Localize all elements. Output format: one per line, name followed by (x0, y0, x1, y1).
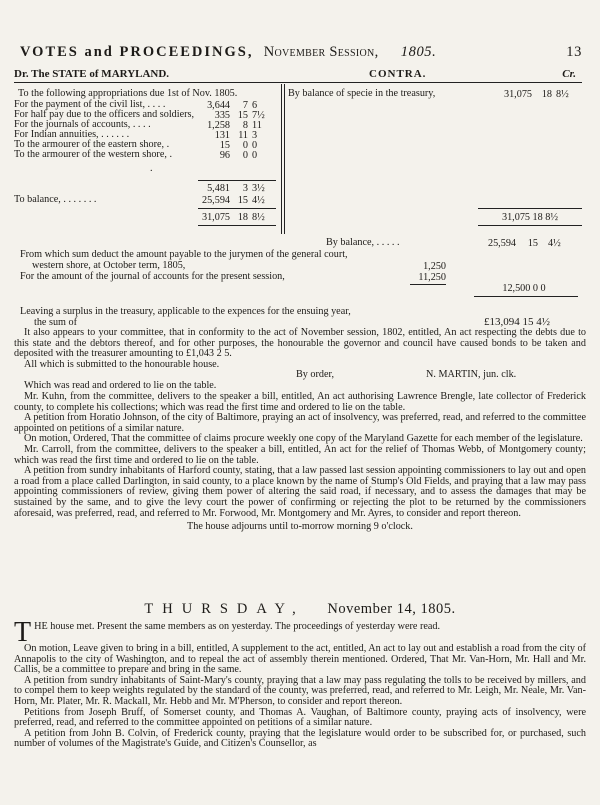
account-heading (14, 68, 580, 80)
debit-item-pence: 0 (252, 140, 258, 151)
deduction-amount: 11,250 (418, 272, 446, 283)
debit-item-pence: 6 (252, 100, 258, 111)
by-balance-pounds: 25,594 (487, 238, 516, 249)
debit-item-label: For half pay due to the officers and soldiers, (14, 109, 195, 120)
paragraph: Mr. Kuhn, from the committee, delivers to the speaker a bill, entitled, An act authorising Lawrence Brengle, late collector of Frederick county, to complete his collections; which was read the first time and ordered to lie on the table. (14, 390, 586, 413)
running-head (20, 44, 582, 61)
paragraph: Mr. Carroll, from the committee, delivers to the speaker a bill, entitled, An act for the relief of Thomas Webb, of Montgomery county; which was read the first time and ordered to lie on the table. (14, 443, 586, 466)
debit-item-label: For the journals of accounts, . . . . (14, 119, 151, 130)
debit-item-pence: 11 (252, 120, 262, 131)
day-heading-date: November 14, 1805. (327, 601, 456, 617)
by-balance-shillings: 15 (527, 238, 538, 249)
to-balance-pence: 4½ (252, 195, 265, 206)
debit-item-pence: 3 (252, 130, 258, 141)
paragraph: A petition from John B. Colvin, of Frederick county, praying that the legislature would order to be subscribed for, or purchased, such number of volumes of the Magistrate's Guide, and Citizen's Counsellor, as (14, 727, 586, 750)
paragraph: It also appears to your committee, that in conformity to the act of November session, 1802, entitled, An act respecting the debts due to this state and the debtors thereof, and for other purposes, the honourable the governor and council have caused bonds to be taken and deposited with the treasurer amounting to £1,043 2 5. (14, 327, 586, 360)
debit-item-shillings: 15 (237, 110, 248, 121)
deduction-line: From which sum deduct the amount payable to the jurymen of the general court, (20, 249, 348, 260)
to-balance-pounds: 25,594 (201, 195, 230, 206)
debit-item-pence: 7½ (252, 110, 265, 121)
paragraph: Petitions from Joseph Bruff, of Somerset county, and Thomas A. Vaughan, of Baltimore county, praying acts of insolvency, were preferred, read, and referred to the committee appointed on petitions of a similar nature. (14, 706, 586, 729)
credit-total-rule (478, 208, 582, 209)
paragraph: A petition from Horatio Johnson, of the city of Baltimore, praying an act of insolvency, was preferred, read, and referred to the committee appointed on petitions of a similar nature. (14, 412, 587, 434)
to-balance-shillings: 15 (237, 195, 248, 206)
total-rule (198, 208, 276, 209)
total-pounds: 31,075 (201, 212, 230, 223)
debit-item-pounds: 1,258 (207, 120, 230, 131)
surplus-amount: £13,094 15 4½ (484, 316, 550, 328)
deduction-line: For the amount of the journal of accounts for the present session, (20, 271, 285, 282)
debit-item-shillings: 0 (242, 150, 248, 161)
paragraph: All which is submitted to the honourable house. (24, 358, 220, 370)
total-under-rule (198, 225, 276, 226)
debit-item-label: To the armourer of the eastern shore, . (14, 139, 170, 150)
proceedings-text (14, 328, 586, 533)
debit-item-shillings: 11 (238, 130, 248, 141)
page-number: 13 (566, 44, 582, 60)
signature: N. MARTIN, jun. clk. (426, 369, 517, 381)
debit-item-pounds: 15 (219, 140, 230, 151)
debit-item-label: For Indian annuities, . . . . . . (14, 129, 130, 140)
total-pence: 8½ (252, 212, 265, 223)
debit-item-pounds: 335 (214, 110, 230, 121)
debit-item-shillings: 8 (242, 120, 248, 131)
subtotal-pence: 3½ (252, 183, 265, 194)
dot-leader: . (150, 163, 153, 174)
subtotal-shillings: 3 (242, 183, 248, 194)
day-heading (0, 601, 600, 618)
by-order: By order, (296, 369, 335, 381)
surplus-line-cont: the sum of (34, 317, 78, 328)
paragraph: A petition from sundry inhabitants of Harford county, stating, that a law passed last session appointing commissioners to lay out and open a road from a place called Darlington, in said county, to a place known by the name of Stump's Old Fields, and praying that a law may pass appointing commissioners of review, giving them power of altering the said road, if necessary, and to assess the damages that may be sustained by the same, and to give the levy court the power of confirming or rejecting the plot to be returned by the commissioners aforesaid, was preferred, read, and referred to Mr. Forwood, Mr. Montgomery and Mr. Ayres, to consider and report thereon. (14, 465, 586, 519)
account-divider-1 (281, 84, 282, 234)
paragraph: HE house met. Present the same members as on yesterday. The proceedings of yesterday were read. (34, 621, 441, 632)
subtotal-pounds: 5,481 (207, 183, 230, 194)
paragraph: Which was read and ordered to lie on the table. (24, 380, 217, 392)
to-balance-label: To balance, . . . . . . . (14, 194, 97, 205)
running-head-year: 1805. (400, 44, 437, 60)
running-head-session: November Session, (263, 44, 379, 60)
credit-item-label: By balance of specie in the treasury, (288, 88, 436, 99)
subtotal-rule (198, 180, 276, 181)
debit-item-pounds: 96 (219, 150, 230, 161)
paragraph: On motion, Ordered, That the committee of claims procure weekly one copy of the Maryland Gazette for each member of the legislature. (24, 433, 583, 445)
credit-abbr: Cr. (562, 68, 576, 80)
surplus-line: Leaving a surplus in the treasury, applicable to the expences for the ensuing year, (20, 306, 351, 317)
signature-block (14, 370, 586, 381)
running-head-title: VOTES and PROCEEDINGS, (20, 44, 254, 60)
account-top-rule (14, 82, 582, 83)
deduction-rule (410, 284, 446, 285)
deduction-total: 12,500 0 0 (502, 283, 546, 294)
credit-total: 31,075 18 8½ (501, 212, 559, 223)
credit-item-pence: 8½ (556, 89, 569, 100)
debit-item-shillings: 0 (242, 140, 248, 151)
debit-item-label: To the armourer of the western shore, . (14, 149, 172, 160)
paragraph: On motion, Leave given to bring in a bill, entitled, A supplement to the act, entitled, An act to lay out and establish a road from the city of Annapolis to the city of Washington, and to repeal the act of assembly therein mentioned. Ordered, That Mr. Van-Horn, Mr. Hall and Mr. Callis, be a committee to prepare and bring in the same. (14, 643, 586, 676)
debit-item-pence: 0 (252, 150, 258, 161)
paragraph: A petition from sundry inhabitants of Saint-Mary's county, praying that a law may pass regulating the tolls to be received by millers, and to compel them to keep weights regulated by the standard of the county, was preferred, read, and referred to Mr. Leigh, Mr. Neale, Mr. Van-Horn, Mr. Plater, Mr. R. Mackall, Mr. Hebb and Mr. M'Pherson, to consider and report thereon. (14, 674, 586, 707)
deduction-total-rule (474, 296, 578, 297)
total-shillings: 18 (237, 212, 248, 223)
by-balance-pence: 4½ (548, 238, 561, 249)
by-balance-label: By balance, . . . . . (326, 237, 400, 248)
debit-item-pounds: 131 (214, 130, 230, 141)
adjournment: The house adjourns until to-morrow morning 9 o'clock. (187, 521, 413, 533)
credit-total-under-rule (478, 225, 582, 226)
debit-item-shillings: 7 (242, 100, 248, 111)
debit-label: Dr. The STATE of MARYLAND. (14, 68, 170, 80)
credit-label: CONTRA. (369, 68, 427, 80)
deduction-amount: 1,250 (423, 261, 446, 272)
debit-item-pounds: 3,644 (207, 100, 230, 111)
day-heading-day: THURSDAY, (144, 601, 305, 617)
deduction-line-cont: western shore, at October term, 1805, (32, 260, 186, 271)
debit-intro: To the following appropriations due 1st of Nov. 1805. (18, 88, 238, 99)
credit-item-pounds: 31,075 (503, 89, 532, 100)
thursday-text (14, 617, 586, 750)
drop-cap: T (14, 617, 32, 648)
debit-item-label: For the payment of the civil list, . . . . (14, 99, 166, 110)
credit-item-shillings: 18 (541, 89, 552, 100)
account-divider-2 (284, 84, 285, 234)
